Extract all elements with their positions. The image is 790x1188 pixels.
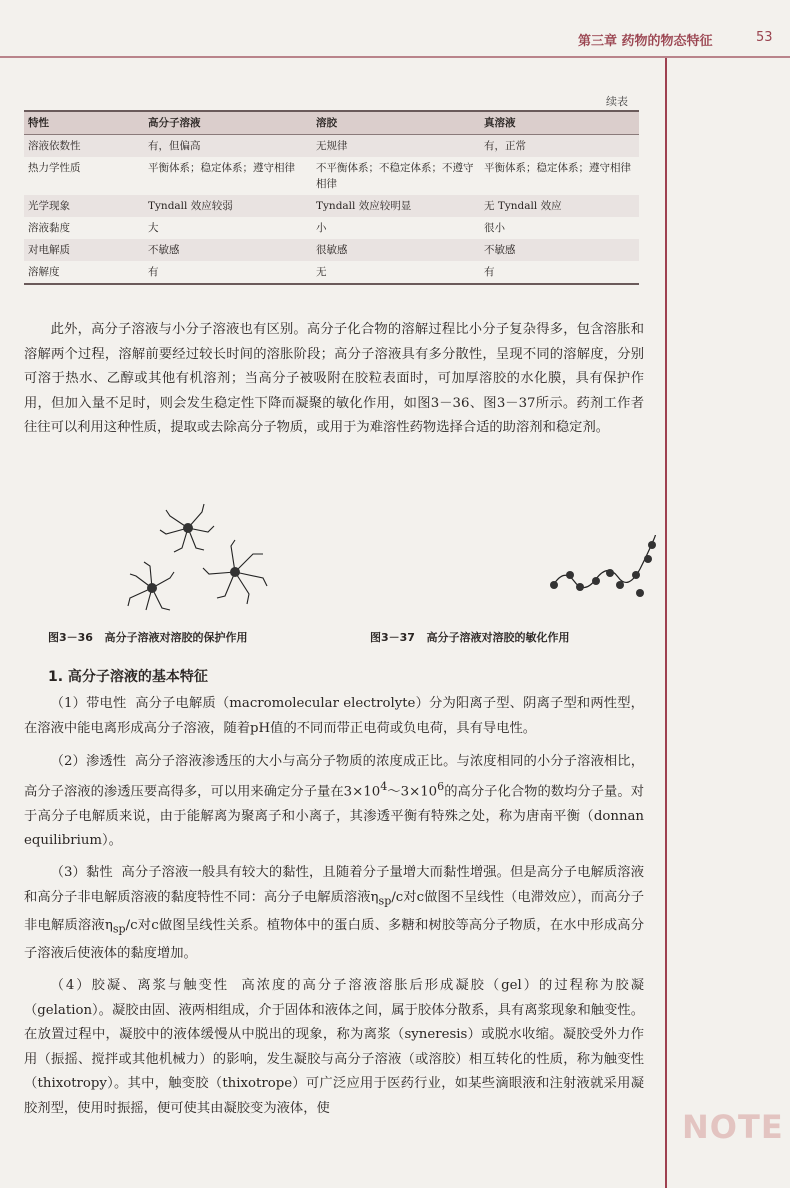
table-cell: 小	[316, 222, 327, 234]
figure-number: 图3－37	[370, 631, 415, 644]
figure-sensitization-diagram	[540, 535, 670, 615]
body-paragraph	[24, 974, 644, 1122]
item-term: （2）渗透性	[50, 754, 127, 769]
subscript: sp	[112, 922, 126, 936]
table-cell: 不敏感	[144, 239, 312, 261]
figure-number: 图3－36	[48, 631, 93, 644]
table-cell: 对电解质	[24, 239, 144, 261]
table-cell: 溶液黏度	[28, 222, 70, 234]
item-text: 高分子溶液渗透压的大小与高分子物质的浓度成正比。与浓度相同的小分子溶液相比，高分子溶液的渗透压要高得多，可以用来确定分子量在3×10	[24, 754, 644, 800]
table-cell: 平衡体系；稳定体系；遵守相律	[484, 162, 631, 174]
table-cell: 有，正常	[480, 135, 639, 158]
figure-caption	[370, 629, 569, 645]
body-paragraph: 此外，高分子溶液与小分子溶液也有区别。高分子化合物的溶解过程比小分子复杂得多，包含溶胀和溶解两个过程，溶解前要经过较长时间的溶胀阶段；高分子溶液具有多分散性，呈现不同的溶解度，分别可溶于热水、乙醇或其他有机溶剂；当高分子被吸附在胶粒表面时，可加厚溶胶的水化膜，具有保护作用，但加入量不足时，则会发生稳定性下降而凝聚的敏化作用，如图3－36、图3－37所示。药剂工作者往往可以利用这种性质，提取或去除高分子物质，或用于为难溶性药物选择合适的助溶剂和稳定剂。	[24, 322, 644, 436]
table-cell: 很小	[484, 222, 505, 234]
table-cell: 有，但偏高	[144, 135, 312, 158]
exponent: 4	[380, 779, 388, 793]
table-row	[24, 217, 639, 239]
table-continued-label: 续表	[606, 95, 628, 108]
table-cell: 有	[144, 261, 312, 284]
header-rule	[0, 56, 790, 58]
item-text: 的高分子化合物的数均分子量。对于高分子电解质来说，由于能解离为聚离子和小离子，其渗透平衡有特殊之处，称为唐南平衡（donnan equilibrium）。	[24, 784, 644, 849]
table-cell: 不平衡体系；不稳定体系；不遵守相律	[316, 162, 474, 190]
table-row	[24, 239, 639, 261]
table-header-cell: 溶胶	[312, 111, 480, 135]
figure-caption-text: 高分子溶液对溶胶的敏化作用	[426, 631, 570, 644]
table-cell: 很敏感	[312, 239, 480, 261]
exponent: 6	[437, 779, 445, 793]
subscript: sp	[378, 894, 392, 908]
table-cell: 大	[148, 222, 159, 234]
table-row	[24, 195, 639, 217]
section-title: 1. 高分子溶液的基本特征	[48, 669, 208, 685]
item-text: 高分子电解质（macromolecular electrolyte）分为阳离子型、阴离子型和两性型，在溶液中能电离形成高分子溶液，随着pH值的不同而带正电荷或负电荷，具有导电性。	[24, 696, 644, 736]
table-cell: 平衡体系；稳定体系；遵守相律	[148, 162, 295, 174]
table-cell: 有	[480, 261, 639, 284]
properties-table	[24, 110, 639, 285]
table-header-row	[24, 111, 639, 135]
table-cell: Tyndall 效应较弱	[144, 195, 312, 217]
table-cell: Tyndall 效应较明显	[312, 195, 480, 217]
item-text: 高浓度的高分子溶液溶胀后形成凝胶（gel）的过程称为胶凝（gelation）。凝胶由固、液两相组成，介于固体和液体之间，属于胶体分散系，具有离浆现象和触变性。在放置过程中，凝胶中的液体缓慢从中脱出的现象，称为离浆（syneresis）或脱水收缩。凝胶受外力作用（振摇、搅拌或其他机械力）的影响，发生凝胶与高分子溶液（或溶胶）相互转化的性质，称为触变性（thixotropy）。其中，触变胶（thixotrope）可广泛应用于医药行业，如某些滴眼液和注射液就采用凝胶剂型，使用时振摇，便可使其由凝胶变为液体，使	[24, 978, 644, 1116]
figure-caption-text: 高分子溶液对溶胶的保护作用	[104, 631, 248, 644]
item-term: （3）黏性	[50, 865, 113, 880]
table-cell: 无 Tyndall 效应	[480, 195, 639, 217]
table-cell: 光学现象	[24, 195, 144, 217]
side-margin-rule	[665, 58, 667, 1188]
chapter-title: 第三章 药物的物态特征	[578, 34, 713, 49]
body-paragraph	[24, 750, 644, 854]
item-term: （4）胶凝、离浆与触变性	[50, 978, 230, 993]
table-cell: 溶解度	[24, 261, 144, 284]
page-number: 53	[756, 30, 773, 45]
table-cell: 溶液依数性	[24, 135, 144, 158]
table-cell: 热力学性质	[28, 162, 81, 174]
item-text: /c对c做图不呈线性（电滞效应），而高分子非电解质溶液η	[24, 889, 644, 933]
table-cell: 无	[312, 261, 480, 284]
table-cell: 无规律	[312, 135, 480, 158]
table-header-cell: 真溶液	[480, 111, 639, 135]
table-row	[24, 135, 639, 158]
figure-caption	[48, 629, 247, 645]
body-paragraph	[24, 861, 644, 967]
note-mark: NOTE	[682, 1108, 784, 1146]
table-row	[24, 261, 639, 284]
table-header-cell: 高分子溶液	[144, 111, 312, 135]
table-cell: 不敏感	[480, 239, 639, 261]
body-paragraph	[24, 692, 644, 741]
item-term: （1）带电性	[50, 696, 127, 711]
item-text: 高分子溶液一般具有较大的黏性，且随着分子量增大而黏性增强。但是高分子电解质溶液和高分子非电解质溶液的黏度特性不同：高分子电解质溶液η	[24, 865, 644, 905]
table-row	[24, 157, 639, 195]
item-text: /c对c做图呈线性关系。植物体中的蛋白质、多糖和树胶等高分子物质，在水中形成高分子溶液后使液体的黏度增加。	[24, 917, 645, 962]
table-header-cell: 特性	[24, 111, 144, 135]
figure-protection-diagram	[80, 500, 290, 620]
item-text: ～3×10	[387, 784, 438, 800]
